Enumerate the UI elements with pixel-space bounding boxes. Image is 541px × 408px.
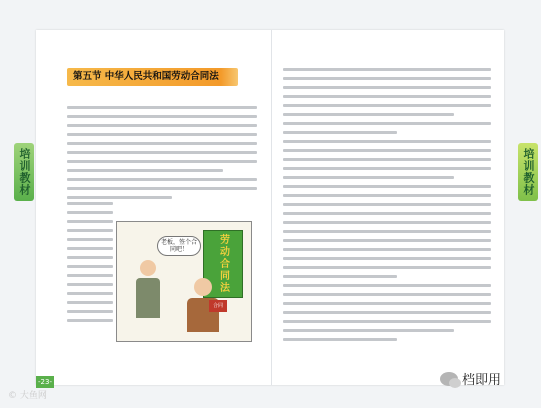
speech-bubble: 老板，签个合同吧！ (157, 236, 201, 256)
left-body-text (67, 106, 257, 205)
watermark-right-text: 档即用 (462, 373, 502, 388)
wechat-icon (440, 372, 458, 386)
section-title: 第五节 中华人民共和国劳动合同法 (67, 68, 238, 86)
watermark-right (440, 369, 501, 388)
employee-figure (133, 260, 163, 330)
side-tab-left: 培训教材 (14, 143, 34, 201)
labor-contract-illustration (116, 221, 252, 342)
watermark-left: © 大鱼网 (8, 391, 47, 401)
right-body-text (283, 68, 491, 347)
side-tab-right: 培训教材 (518, 143, 538, 201)
page-gutter (271, 30, 272, 385)
contract-law-board: 劳动合同法 (203, 230, 243, 298)
page-number: -23- (36, 376, 54, 388)
contract-paper: 合同 (209, 300, 227, 312)
left-wrapped-text (67, 202, 113, 328)
